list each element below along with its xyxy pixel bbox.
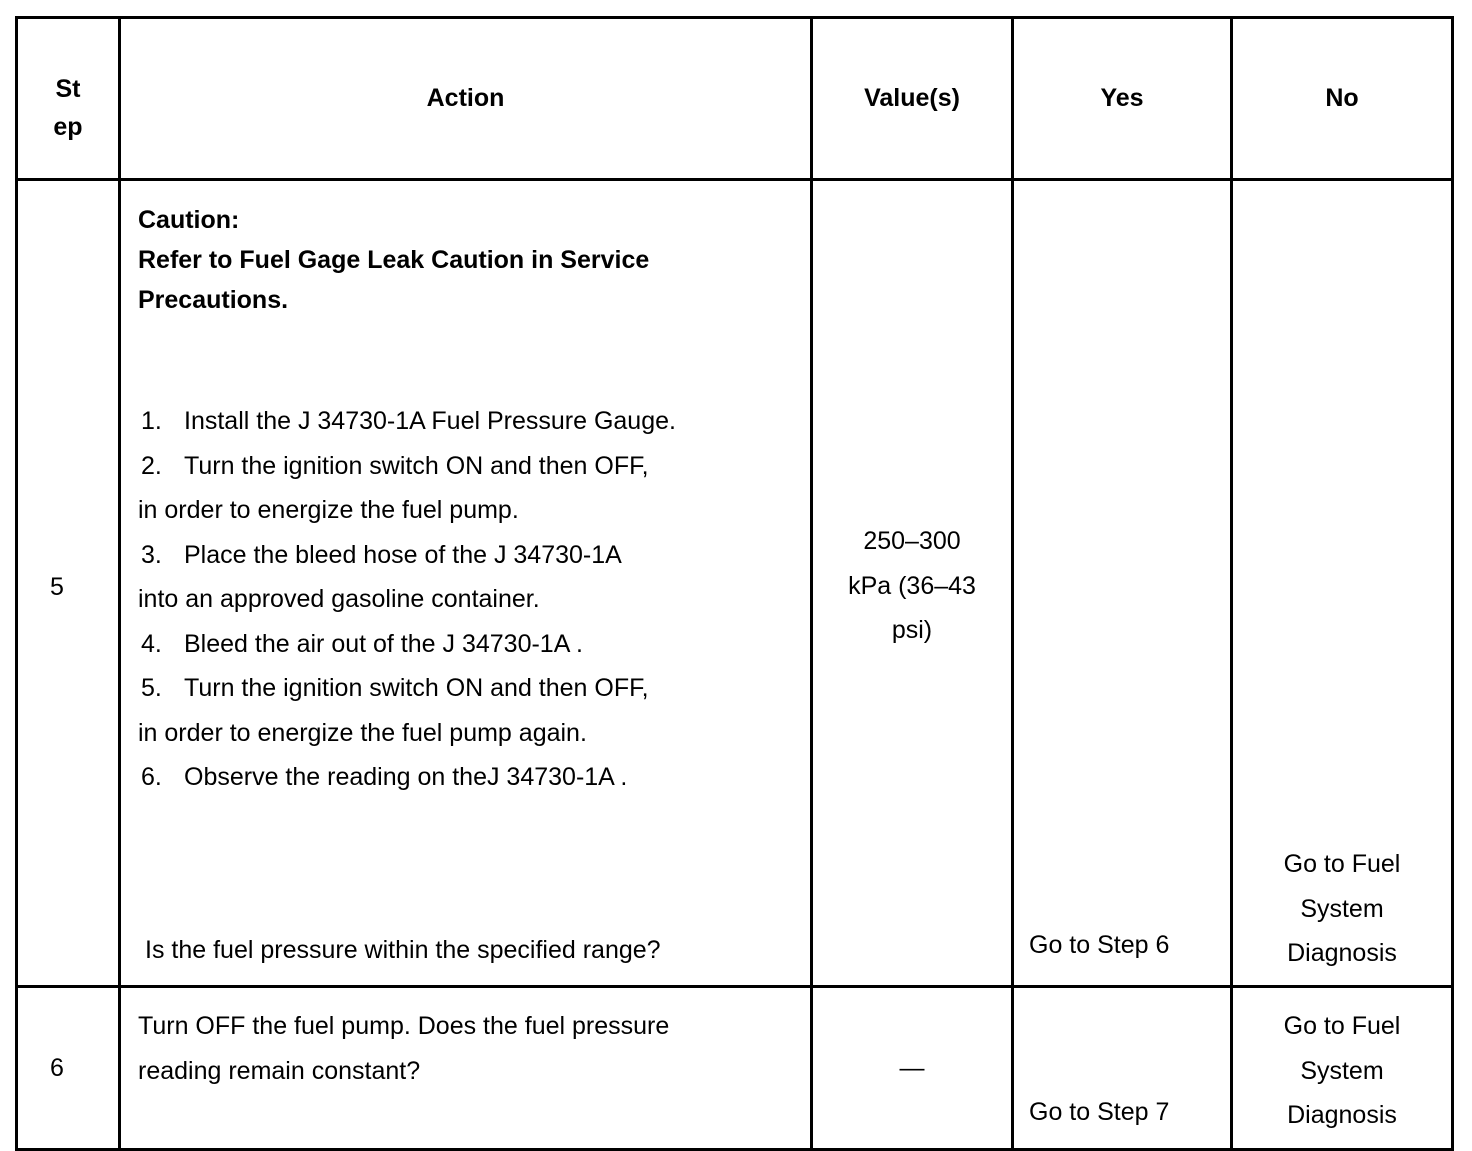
list-item-text: Install the J 34730-1A Fuel Pressure Gauge. bbox=[184, 407, 676, 435]
value-text: — bbox=[899, 1054, 925, 1082]
value-cell bbox=[812, 987, 1013, 1150]
step-number: 5 bbox=[50, 573, 64, 601]
diagnostic-table bbox=[15, 16, 1454, 1151]
no-cell bbox=[1232, 987, 1453, 1150]
yes-text: Go to Step 7 bbox=[1029, 1098, 1170, 1126]
header-step-line2: ep bbox=[53, 112, 83, 141]
no-cell bbox=[1232, 180, 1453, 987]
action-line-1: Turn OFF the fuel pump. Does the fuel pressure bbox=[138, 1012, 670, 1040]
list-item-number: 1. bbox=[141, 407, 162, 435]
header-step bbox=[17, 18, 120, 180]
list-item bbox=[138, 666, 676, 711]
list-item bbox=[138, 444, 676, 489]
no-line-2: System bbox=[1300, 1056, 1384, 1085]
list-item-continuation: in order to energize the fuel pump. bbox=[138, 496, 519, 524]
no-line-1: Go to Fuel bbox=[1283, 850, 1401, 878]
list-item-number: 4. bbox=[141, 629, 162, 658]
list-item-continuation: in order to energize the fuel pump again. bbox=[138, 718, 587, 747]
header-action: Action bbox=[120, 18, 812, 180]
list-item bbox=[138, 622, 676, 667]
list-item-continuation: into an approved gasoline container. bbox=[138, 585, 540, 613]
list-item-text: Observe the reading on theJ 34730-1A . bbox=[184, 763, 628, 791]
value-line-1: 250–300 bbox=[863, 527, 961, 555]
list-item-number: 6. bbox=[141, 763, 162, 791]
step-cell bbox=[17, 180, 120, 987]
no-line-3: Diagnosis bbox=[1287, 939, 1397, 967]
list-item-text: Turn the ignition switch ON and then OFF, bbox=[184, 451, 649, 480]
list-item bbox=[138, 399, 676, 444]
value-text bbox=[813, 519, 1011, 653]
list-item-number: 3. bbox=[141, 540, 162, 569]
no-text bbox=[1233, 1004, 1451, 1138]
list-item-text: Bleed the air out of the J 34730-1A . bbox=[184, 629, 583, 658]
header-no: No bbox=[1232, 18, 1453, 180]
yes-cell bbox=[1013, 987, 1232, 1150]
caution-line-2: Precautions. bbox=[138, 286, 289, 314]
no-line-3: Diagnosis bbox=[1287, 1101, 1397, 1129]
no-line-1: Go to Fuel bbox=[1283, 1012, 1401, 1040]
table-row bbox=[17, 987, 1453, 1150]
action-cell bbox=[120, 180, 812, 987]
header-step-line1: St bbox=[55, 74, 81, 103]
caution-title: Caution: bbox=[138, 206, 240, 234]
list-item-text: Turn the ignition switch ON and then OFF, bbox=[184, 674, 649, 702]
list-item bbox=[138, 755, 676, 800]
step-number: 6 bbox=[50, 1054, 64, 1082]
step-cell bbox=[17, 987, 120, 1150]
value-line-2: kPa (36–43 bbox=[848, 571, 976, 600]
table-row bbox=[17, 180, 1453, 987]
header-row bbox=[17, 18, 1453, 180]
list-item bbox=[138, 533, 676, 578]
yes-cell bbox=[1013, 180, 1232, 987]
action-line-2: reading remain constant? bbox=[138, 1056, 421, 1085]
action-text bbox=[138, 1004, 669, 1093]
list-item-text: Place the bleed hose of the J 34730-1A bbox=[184, 540, 622, 569]
list-item-number: 2. bbox=[141, 451, 162, 480]
action-cell bbox=[120, 987, 812, 1150]
question-text: Is the fuel pressure within the specified range? bbox=[145, 936, 661, 964]
header-yes: Yes bbox=[1013, 18, 1232, 180]
procedure-list bbox=[138, 399, 676, 800]
no-text bbox=[1233, 842, 1451, 976]
value-line-3: psi) bbox=[891, 616, 933, 644]
header-values: Value(s) bbox=[812, 18, 1013, 180]
yes-text: Go to Step 6 bbox=[1029, 931, 1170, 959]
list-item-number: 5. bbox=[141, 674, 162, 702]
caution-line-1: Refer to Fuel Gage Leak Caution in Service bbox=[138, 246, 650, 274]
no-line-2: System bbox=[1300, 894, 1384, 923]
caution-block bbox=[138, 200, 649, 320]
value-cell bbox=[812, 180, 1013, 987]
